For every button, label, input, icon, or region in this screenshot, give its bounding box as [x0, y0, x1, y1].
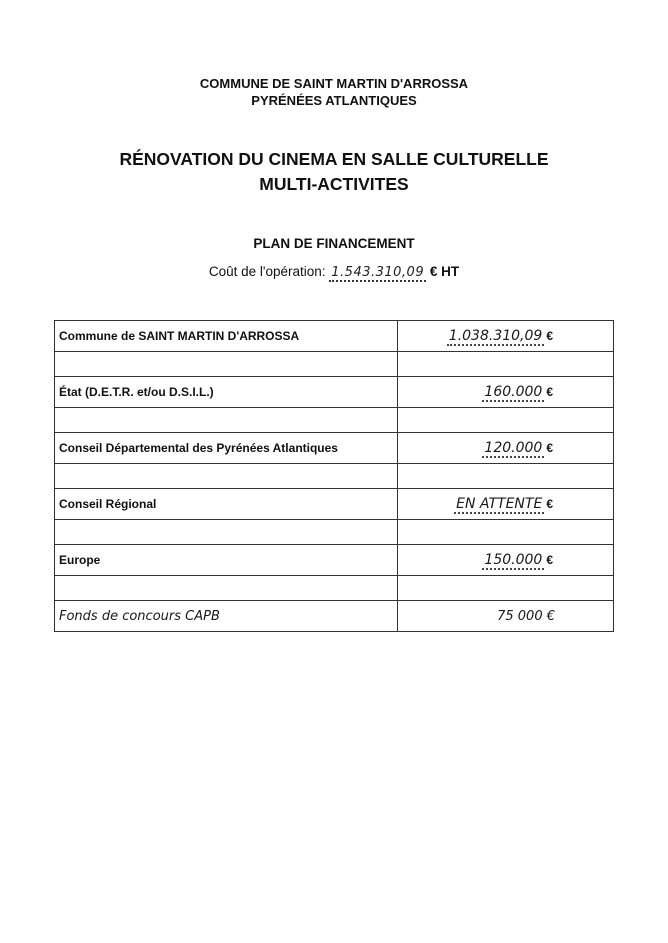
- row-amount: [398, 433, 614, 464]
- handwritten-label: Fonds de concours CAPB: [59, 609, 220, 624]
- amount-value: 1.038.310,09: [448, 328, 543, 344]
- table-row-handwritten: [55, 601, 614, 632]
- financing-table: [54, 320, 614, 632]
- table-row: [55, 433, 614, 464]
- handwritten-amount: 75 000 €: [497, 609, 555, 624]
- region-name: PYRÉNÉES ATLANTIQUES: [251, 93, 417, 108]
- spacer-row: [55, 464, 614, 489]
- cost-label: Coût de l'opération:: [208, 264, 326, 279]
- table-row: [55, 377, 614, 408]
- cost-suffix: € HT: [429, 264, 460, 279]
- plan-heading: PLAN DE FINANCEMENT: [253, 236, 415, 251]
- row-label: Conseil Régional: [55, 489, 398, 520]
- row-amount: [398, 377, 614, 408]
- document-header: [0, 75, 668, 109]
- table-row: [55, 489, 614, 520]
- row-amount: [398, 601, 614, 632]
- table-row: [55, 321, 614, 352]
- row-label: Commune de SAINT MARTIN D'ARROSSA: [55, 321, 398, 352]
- amount-value: 120.000: [484, 440, 543, 456]
- spacer-row: [55, 576, 614, 601]
- amount-value: EN ATTENTE: [456, 496, 543, 512]
- currency: €: [546, 497, 553, 511]
- amount-value: 150.000: [484, 552, 543, 568]
- row-label: État (D.E.T.R. et/ou D.S.I.L.): [55, 377, 398, 408]
- table-row: [55, 545, 614, 576]
- spacer-row: [55, 520, 614, 545]
- currency: €: [546, 441, 553, 455]
- currency: €: [546, 553, 553, 567]
- document-title: [0, 147, 668, 197]
- spacer-row: [55, 408, 614, 433]
- row-label: [55, 601, 398, 632]
- title-line-1: RÉNOVATION DU CINEMA EN SALLE CULTURELLE: [119, 149, 549, 169]
- operation-cost: [0, 264, 668, 280]
- currency: €: [546, 329, 553, 343]
- row-label: Europe: [55, 545, 398, 576]
- row-amount: [398, 545, 614, 576]
- amount-value: 160.000: [484, 384, 543, 400]
- spacer-row: [55, 352, 614, 377]
- commune-name: COMMUNE DE SAINT MARTIN D'ARROSSA: [199, 76, 469, 91]
- title-line-2: MULTI-ACTIVITES: [259, 174, 409, 194]
- currency: €: [546, 385, 553, 399]
- row-label: Conseil Départemental des Pyrénées Atlantiques: [55, 433, 398, 464]
- row-amount: [398, 321, 614, 352]
- cost-value: 1.543.310,09: [331, 265, 425, 280]
- row-amount: [398, 489, 614, 520]
